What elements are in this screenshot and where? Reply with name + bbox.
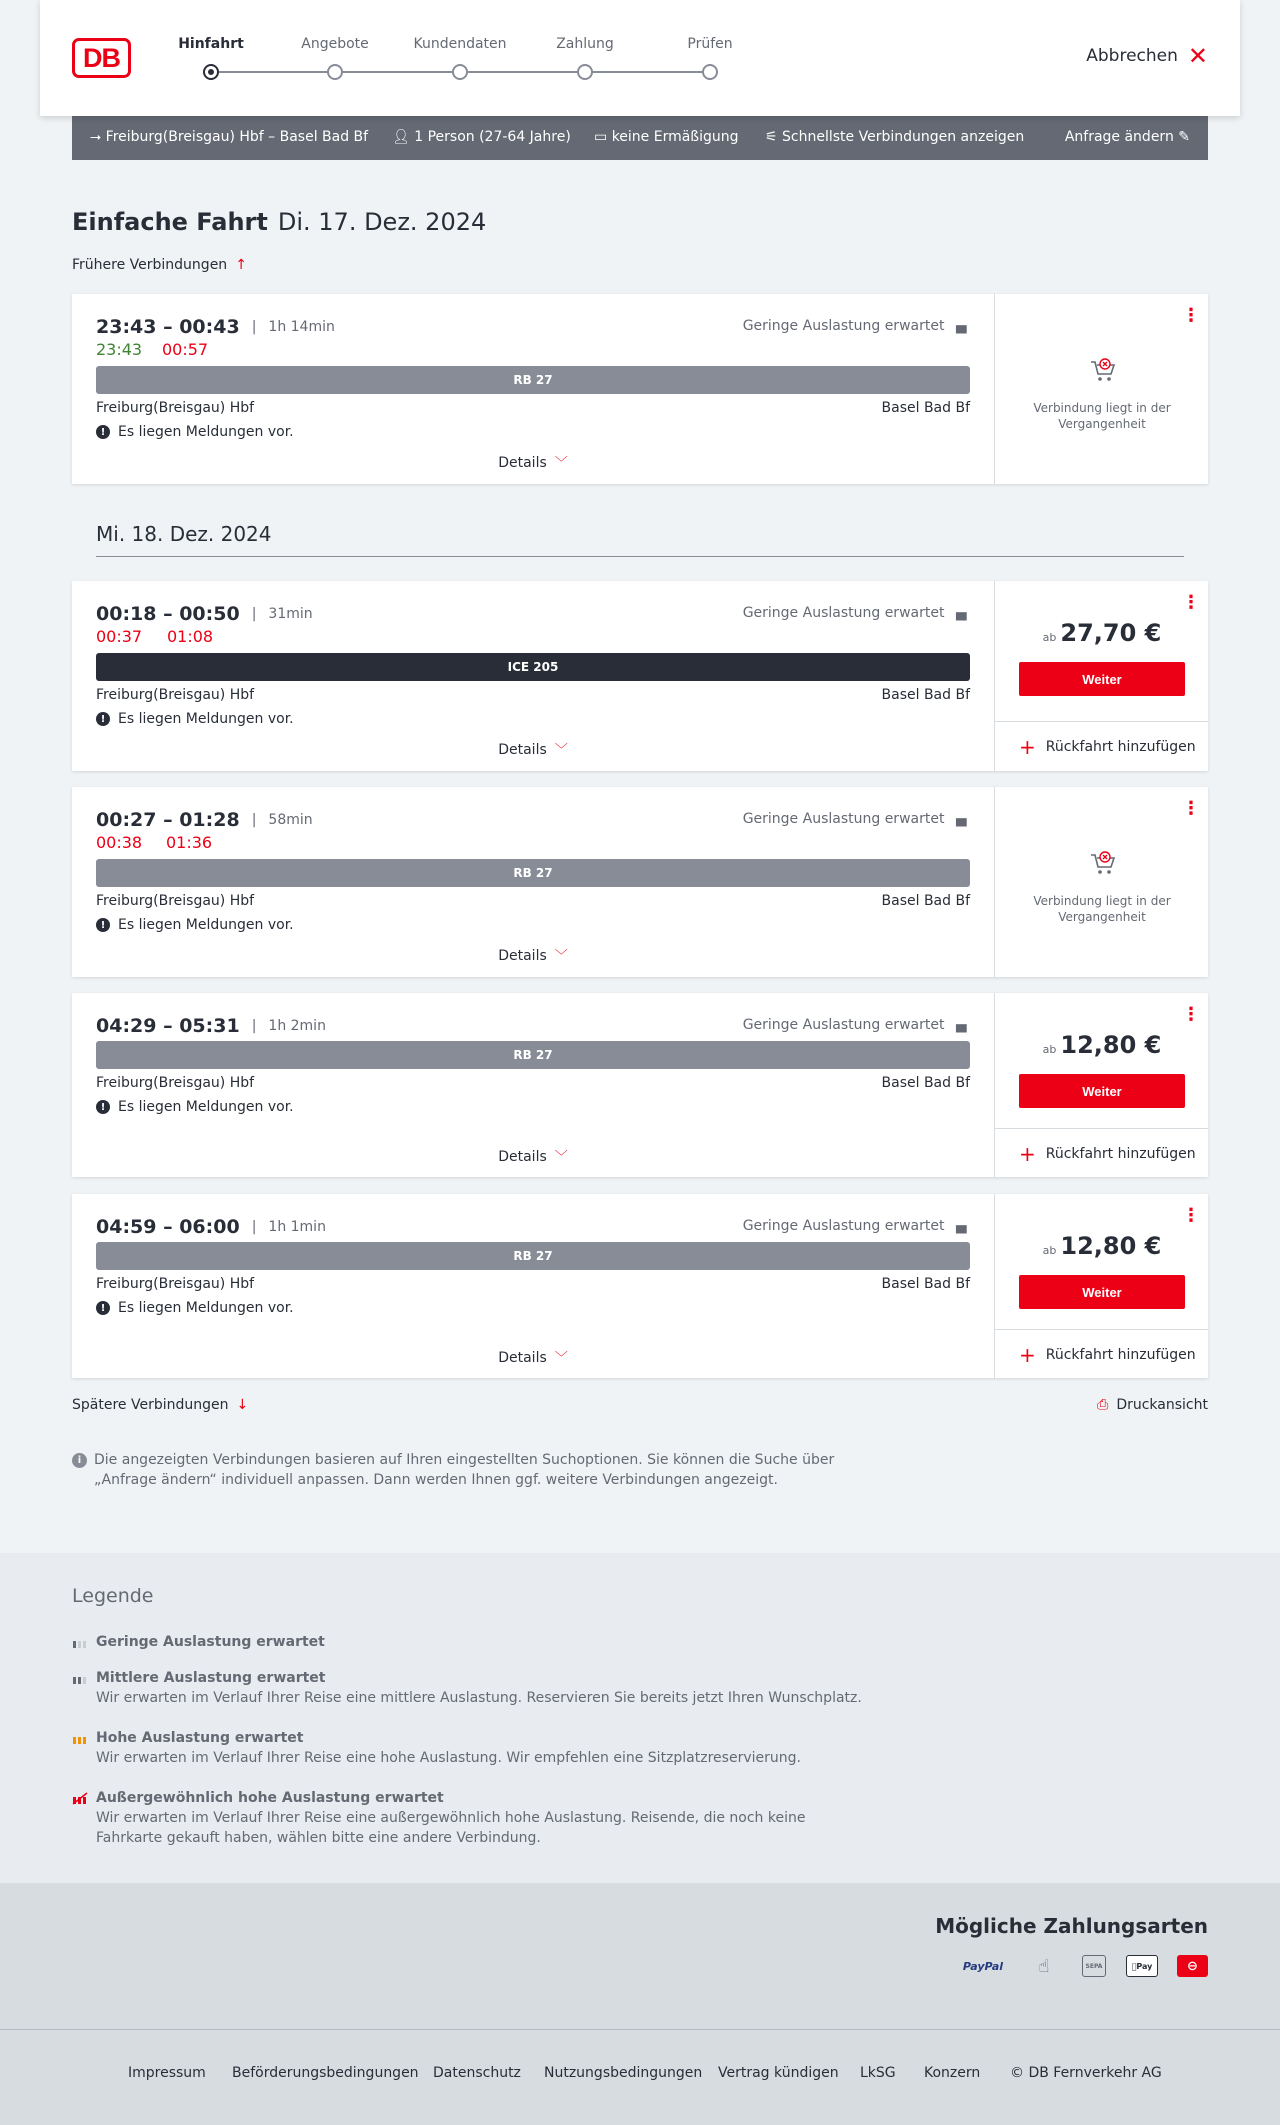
fastest-label: Schnellste Verbindungen anzeigen (782, 129, 1025, 145)
occupancy-low-icon: ▗▖ (950, 1218, 972, 1234)
connection-times (96, 316, 335, 338)
print-label: Druckansicht (1116, 1397, 1208, 1413)
plus-icon: + (1019, 734, 1036, 759)
price-value: 12,80 € (1060, 1031, 1162, 1059)
price-value: 27,70 € (1060, 619, 1162, 647)
continue-button[interactable]: Weiter (1019, 662, 1185, 696)
offer-panel (994, 294, 1208, 484)
message-notice (96, 711, 294, 727)
occupancy-low-icon: ▗▖ (950, 605, 972, 621)
footer (0, 2029, 1280, 2125)
planned-times: 00:27 – 01:28 (96, 809, 240, 831)
connection-card (72, 993, 1208, 1177)
connection-info[interactable] (72, 993, 994, 1177)
credit-card-icon: ☝ (1038, 1955, 1050, 1977)
legend-item-title: Mittlere Auslastung erwartet (96, 1670, 326, 1686)
legend-item-high (72, 1728, 801, 1768)
pencil-icon: ✎ (1173, 129, 1190, 145)
continue-button[interactable]: Weiter (1019, 1074, 1185, 1108)
printer-icon: ⎙ (1097, 1397, 1109, 1413)
persons-summary (392, 129, 571, 145)
connection-info[interactable] (72, 581, 994, 771)
chevron-down-icon: ﹀ (554, 949, 568, 964)
connection-info[interactable] (72, 294, 994, 484)
connection-card (72, 581, 1208, 771)
occupancy-label: Geringe Auslastung erwartet (742, 605, 945, 621)
discount-summary (594, 129, 739, 145)
legend-item-low (72, 1632, 325, 1652)
footer-link-konzern[interactable]: Konzern (924, 2065, 981, 2081)
occupancy-label: Geringe Auslastung erwartet (742, 1218, 945, 1234)
planned-times: 04:59 – 06:00 (96, 1216, 240, 1238)
realtime-arrival: 01:08 (167, 627, 214, 646)
arrow-down-icon: ↓ (236, 1397, 249, 1413)
train-bar: RB 27 (96, 1242, 970, 1270)
step-kundendaten: Kundendaten (413, 36, 507, 52)
arrival-station: Basel Bad Bf (881, 687, 970, 703)
offer-panel (994, 581, 1208, 771)
info-text: Die angezeigten Verbindungen basieren auf Ihren eingestellten Suchoptionen. Sie können die Suche über „Anfrage ändern“ individuell anpassen. Dann werden Ihnen ggf. weitere Verbindungen angezeigt. (94, 1452, 835, 1488)
print-view-link[interactable] (1097, 1397, 1208, 1413)
change-request-label: Anfrage ändern (1064, 129, 1174, 145)
connection-info[interactable] (72, 1194, 994, 1378)
add-return-button[interactable] (995, 721, 1208, 771)
message-label: Es liegen Meldungen vor. (118, 711, 294, 727)
filter-icon: ⚟ (765, 129, 783, 145)
departure-station: Freiburg(Breisgau) Hbf (96, 1075, 255, 1091)
add-return-label: Rückfahrt hinzufügen (1045, 738, 1196, 755)
legend-item-title: Außergewöhnlich hohe Auslastung erwartet (96, 1790, 444, 1806)
later-connections-link[interactable] (72, 1397, 248, 1413)
realtime-departure: 00:38 (96, 833, 143, 852)
realtime-arrival: 01:36 (166, 833, 213, 852)
price (995, 619, 1209, 647)
occupancy-label: Geringe Auslastung erwartet (742, 811, 945, 827)
offer-panel (994, 1194, 1208, 1378)
details-label: Details (498, 1350, 547, 1366)
search-info-note (72, 1450, 842, 1490)
add-return-button[interactable] (995, 1128, 1208, 1178)
offer-panel (994, 993, 1208, 1177)
header (40, 0, 1240, 116)
message-label: Es liegen Meldungen vor. (118, 1099, 294, 1115)
more-options-icon[interactable]: ⋮ (1182, 1004, 1200, 1025)
earlier-label: Frühere Verbindungen (72, 257, 228, 273)
occupancy-low-icon: ▗▖ (950, 1017, 972, 1033)
day-separator (96, 522, 1184, 557)
alert-icon: ! (96, 918, 110, 932)
arrival-station: Basel Bad Bf (881, 400, 970, 416)
step-dot-zahlung (577, 64, 593, 80)
continue-button[interactable]: Weiter (1019, 1275, 1185, 1309)
connection-card (72, 787, 1208, 977)
step-dot-angebote (327, 64, 343, 80)
footer-link-kuendigen[interactable]: Vertrag kündigen (718, 2065, 839, 2081)
price (995, 1232, 1209, 1260)
legend-item-title: Geringe Auslastung erwartet (96, 1634, 325, 1650)
occupancy-extreme-icon (72, 1791, 88, 1805)
cart-unavailable-icon (1087, 354, 1119, 386)
arrival-station: Basel Bad Bf (881, 1276, 970, 1292)
duration: | 1h 2min (252, 1018, 326, 1034)
past-connection-notice: Verbindung liegt in der Vergangenheit (1033, 401, 1171, 431)
departure-station: Freiburg(Breisgau) Hbf (96, 400, 255, 416)
legend-item-text: Wir erwarten im Verlauf Ihrer Reise eine mittlere Auslastung. Reservieren Sie bereits jetzt Ihren Wunschplatz. (96, 1690, 862, 1706)
duration: | 1h 14min (252, 319, 335, 335)
step-zahlung: Zahlung (556, 36, 614, 52)
legend-section (0, 1553, 1280, 1883)
train-bar: RB 27 (96, 1041, 970, 1069)
message-notice (96, 1099, 294, 1115)
later-label: Spätere Verbindungen (72, 1397, 229, 1413)
db-payment-icon: ⊖ (1177, 1955, 1208, 1977)
add-return-button[interactable] (995, 1329, 1208, 1379)
step-dot-hinfahrt (203, 64, 219, 80)
chevron-down-icon: ﹀ (554, 743, 568, 758)
cart-unavailable-icon (1087, 847, 1119, 879)
db-logo[interactable]: DB (72, 38, 131, 78)
step-dot-pruefen (702, 64, 718, 80)
duration: | 31min (252, 606, 313, 622)
occupancy-info (743, 1017, 972, 1033)
chevron-down-icon: ﹀ (554, 1150, 568, 1165)
price-prefix: ab (1042, 1244, 1057, 1257)
arrow-right-icon: ⭢ (90, 129, 106, 145)
connection-card (72, 294, 1208, 484)
realtime-departure: 23:43 (96, 340, 143, 359)
occupancy-medium-icon (72, 1671, 88, 1685)
occupancy-info (743, 811, 972, 827)
occupancy-low-icon: ▗▖ (950, 318, 972, 334)
train-bar: ICE 205 (96, 653, 970, 681)
alert-icon: ! (96, 712, 110, 726)
departure-station: Freiburg(Breisgau) Hbf (96, 687, 255, 703)
planned-times: 04:29 – 05:31 (96, 1015, 240, 1037)
details-toggle[interactable] (72, 1347, 994, 1366)
footer-link-nutzung[interactable]: Nutzungsbedingungen (544, 2065, 703, 2081)
planned-times: 00:18 – 00:50 (96, 603, 240, 625)
legend-item-text: Wir erwarten im Verlauf Ihrer Reise eine außergewöhnlich hohe Auslastung. Reisende, die noch keine Fahrkarte gekauft haben, wählen bitte eine andere Verbindung. (96, 1810, 806, 1846)
step-angebote: Angebote (301, 36, 369, 52)
sepa-icon: SEPA (1082, 1955, 1106, 1977)
occupancy-label: Geringe Auslastung erwartet (742, 318, 945, 334)
earlier-connections-link[interactable] (72, 257, 247, 273)
details-label: Details (498, 455, 547, 471)
footer-link-lksg[interactable]: LkSG (860, 2065, 896, 2081)
message-label: Es liegen Meldungen vor. (118, 917, 294, 933)
details-label: Details (498, 948, 547, 964)
details-label: Details (498, 742, 547, 758)
plus-icon: + (1019, 1141, 1036, 1166)
train-bar: RB 27 (96, 366, 970, 394)
details-toggle[interactable] (72, 739, 994, 758)
chevron-down-icon: ﹀ (554, 1351, 568, 1366)
duration: | 58min (252, 812, 313, 828)
change-request-button[interactable] (1065, 129, 1190, 145)
route-label: Freiburg(Breisgau) Hbf – Basel Bad Bf (105, 129, 369, 145)
occupancy-info (743, 1218, 972, 1234)
person-icon: 👤︎ (392, 129, 415, 145)
footer-link-befoerderung[interactable]: Beförderungsbedingungen (232, 2065, 419, 2081)
legend-item-extreme (72, 1788, 872, 1848)
plus-icon: + (1019, 1342, 1036, 1367)
occupancy-low-icon: ▗▖ (950, 811, 972, 827)
alert-icon: ! (96, 1100, 110, 1114)
payment-section (0, 1883, 1280, 2029)
details-toggle[interactable] (72, 452, 994, 471)
offer-panel (994, 787, 1208, 977)
arrival-station: Basel Bad Bf (881, 893, 970, 909)
arrow-up-icon: ↑ (235, 257, 247, 273)
details-toggle[interactable] (72, 945, 994, 964)
step-pruefen: Prüfen (687, 36, 733, 52)
footer-link-datenschutz[interactable]: Datenschutz (433, 2065, 521, 2081)
footer-copyright: © DB Fernverkehr AG (1010, 2065, 1162, 2081)
info-icon: i (72, 1453, 87, 1468)
occupancy-info (743, 605, 972, 621)
message-notice (96, 917, 294, 933)
route-summary (90, 129, 368, 145)
message-notice (96, 1300, 294, 1316)
details-label: Details (498, 1149, 547, 1165)
occupancy-low-icon (72, 1635, 88, 1649)
alert-icon: ! (96, 1301, 110, 1315)
occupancy-high-icon (72, 1731, 88, 1745)
more-options-icon[interactable]: ⋮ (1182, 592, 1200, 613)
duration: | 1h 1min (252, 1219, 326, 1235)
request-bar (72, 116, 1208, 160)
past-connection-notice: Verbindung liegt in der Vergangenheit (1033, 894, 1171, 924)
connection-times (96, 1015, 326, 1037)
occupancy-info (743, 318, 972, 334)
price-prefix: ab (1042, 631, 1057, 644)
alert-icon: ! (96, 425, 110, 439)
message-notice (96, 424, 294, 440)
connection-info[interactable] (72, 787, 994, 977)
details-toggle[interactable] (72, 1146, 994, 1165)
cancel-label: Abbrechen (1086, 46, 1178, 66)
page-title (72, 208, 486, 236)
payment-title: Mögliche Zahlungsarten (935, 1914, 1208, 1938)
card-icon: ▭ (594, 129, 612, 145)
occupancy-label: Geringe Auslastung erwartet (742, 1017, 945, 1033)
price (995, 1031, 1209, 1059)
discount-label: keine Ermäßigung (611, 129, 739, 145)
legend-item-title: Hohe Auslastung erwartet (96, 1730, 304, 1746)
paypal-icon: PayPal (962, 1959, 1004, 1973)
more-options-icon[interactable]: ⋮ (1182, 1205, 1200, 1226)
persons-label: 1 Person (27-64 Jahre) (414, 129, 571, 145)
connection-card (72, 1194, 1208, 1378)
legend-item-medium (72, 1668, 862, 1708)
trip-type: Einfache Fahrt (72, 208, 268, 236)
legend-item-text: Wir erwarten im Verlauf Ihrer Reise eine hohe Auslastung. Wir empfehlen eine Sitzplatzreservierung. (96, 1750, 801, 1766)
departure-station: Freiburg(Breisgau) Hbf (96, 1276, 255, 1292)
planned-times: 23:43 – 00:43 (96, 316, 240, 338)
more-options-icon[interactable]: ⋮ (1182, 798, 1200, 819)
realtime-departure: 00:37 (96, 627, 143, 646)
step-hinfahrt: Hinfahrt (178, 36, 244, 52)
close-icon: ✕ (1187, 42, 1208, 70)
connection-times (96, 1216, 326, 1238)
fastest-summary (765, 129, 1024, 145)
chevron-down-icon: ﹀ (554, 456, 568, 471)
realtime-arrival: 00:57 (162, 340, 209, 359)
add-return-label: Rückfahrt hinzufügen (1045, 1145, 1196, 1162)
cancel-button[interactable] (1086, 42, 1208, 70)
message-label: Es liegen Meldungen vor. (118, 424, 294, 440)
departure-station: Freiburg(Breisgau) Hbf (96, 893, 255, 909)
apple-pay-icon: Pay (1126, 1955, 1158, 1977)
trip-date: Di. 17. Dez. 2024 (277, 208, 487, 236)
step-dot-kundendaten (452, 64, 468, 80)
price-prefix: ab (1042, 1043, 1057, 1056)
day-label: Mi. 18. Dez. 2024 (96, 522, 272, 546)
footer-link-impressum[interactable]: Impressum (128, 2065, 206, 2081)
legend-title: Legende (72, 1585, 154, 1607)
connection-times (96, 603, 313, 625)
message-label: Es liegen Meldungen vor. (118, 1300, 294, 1316)
connection-times (96, 809, 313, 831)
arrival-station: Basel Bad Bf (881, 1075, 970, 1091)
train-bar: RB 27 (96, 859, 970, 887)
add-return-label: Rückfahrt hinzufügen (1045, 1346, 1196, 1363)
more-options-icon[interactable]: ⋮ (1182, 305, 1200, 326)
price-value: 12,80 € (1060, 1232, 1162, 1260)
